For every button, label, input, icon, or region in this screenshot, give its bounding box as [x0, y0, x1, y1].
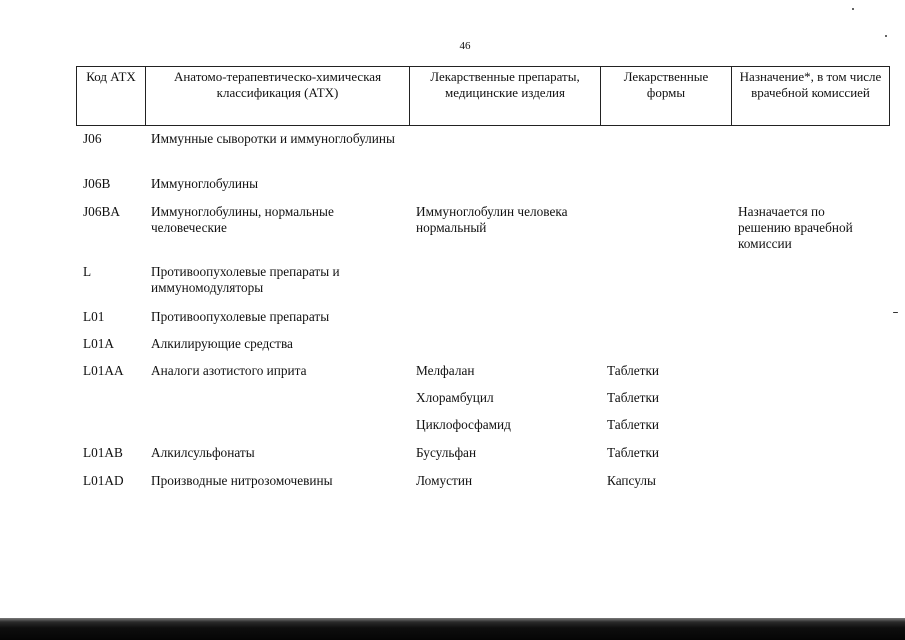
header-purpose: Назначение*, в том числе врачебной комиссией [732, 67, 890, 126]
row-drug: Мелфалан [416, 363, 475, 378]
header-classification: Анатомо-терапевтическо-химическая классификация (АТХ) [146, 67, 410, 126]
row-drug: Иммуноглобулин человека нормальный [416, 204, 568, 235]
row-drug: Ломустин [416, 473, 473, 488]
row-code: J06 [83, 131, 102, 146]
row-classification: Алкилирующие средства [151, 336, 293, 351]
row-form: Таблетки [607, 417, 660, 432]
row-code: L01A [83, 336, 115, 351]
row-code: L01 [83, 309, 105, 324]
row-drug: Бусульфан [416, 445, 477, 460]
page-number: 46 [459, 40, 471, 52]
row-form: Таблетки [607, 390, 660, 405]
row-classification: Иммуноглобулины [151, 176, 259, 191]
row-code: L01AA [83, 363, 124, 378]
row-code: L01AD [83, 473, 124, 488]
row-code: J06B [83, 176, 111, 191]
scan-bottom-edge [0, 618, 905, 640]
row-drug: Циклофосфамид [416, 417, 511, 432]
row-note: Назначается по решению врачебной комиссии [738, 204, 853, 251]
row-code: L [83, 264, 92, 279]
row-code: J06BA [83, 204, 120, 219]
row-classification: Противоопухолевые препараты [151, 309, 330, 324]
row-drug: Хлорамбуцил [416, 390, 494, 405]
row-classification: Производные нитрозомочевины [151, 473, 333, 488]
header-row [77, 67, 890, 126]
row-classification: Противоопухолевые препараты и иммуномодуляторы [151, 264, 340, 295]
scan-speck [893, 312, 898, 313]
row-code: L01AB [83, 445, 123, 460]
header-forms: Лекарственные формы [601, 67, 732, 126]
table-header [76, 66, 890, 126]
header-drugs: Лекарственные препараты, медицинские изделия [410, 67, 601, 126]
scan-speck [852, 8, 854, 10]
row-classification: Алкилсульфонаты [151, 445, 255, 460]
row-form: Таблетки [607, 363, 660, 378]
row-form: Таблетки [607, 445, 660, 460]
row-classification: Иммуноглобулины, нормальные человеческие [151, 204, 334, 235]
row-classification: Аналоги азотистого иприта [151, 363, 307, 378]
header-code: Код АТХ [77, 67, 146, 126]
row-classification: Иммунные сыворотки и иммуноглобулины [151, 131, 395, 146]
scan-speck [885, 35, 887, 37]
row-form: Капсулы [607, 473, 656, 488]
